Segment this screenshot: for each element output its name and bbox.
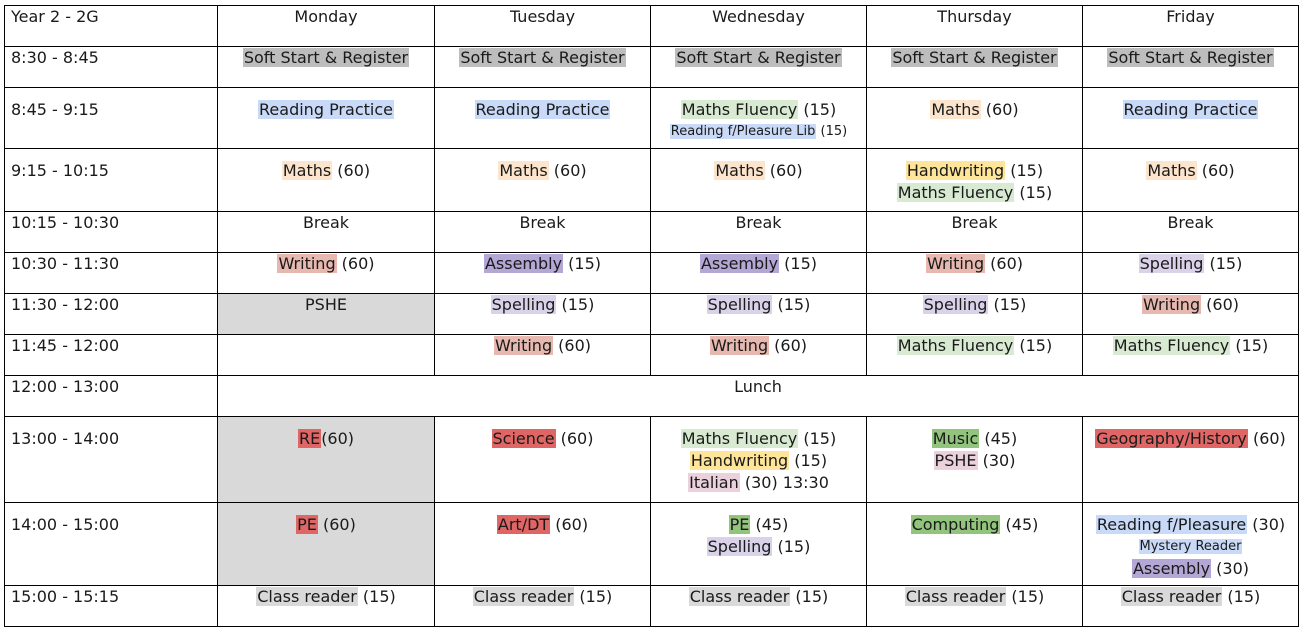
lesson-label: Assembly (700, 254, 779, 273)
lesson-duration: (30) (1211, 559, 1250, 578)
lesson-cell (651, 149, 867, 212)
lesson-duration: (15) (772, 295, 811, 314)
lesson-label: Maths (282, 161, 332, 180)
lesson-label: PE (729, 515, 750, 534)
lesson-cell (435, 88, 651, 149)
lesson-cell (218, 586, 435, 627)
lesson-label: Maths Fluency (1113, 336, 1230, 355)
lesson-label: Maths (715, 161, 764, 180)
lesson-label: Soft Start & Register (892, 48, 1057, 67)
lesson-duration: (15) (1006, 587, 1045, 606)
lesson-label: Italian (689, 473, 739, 492)
lesson-label: Maths (1147, 161, 1196, 180)
lesson-cell: Break (867, 212, 1083, 253)
lesson-cell (651, 88, 867, 149)
lesson-duration: (60) (1196, 161, 1235, 180)
lesson-label: Reading f/Pleasure Lib (670, 124, 816, 139)
time-slot: 10:15 - 10:30 (5, 212, 218, 253)
time-slot: 15:00 - 15:15 (5, 586, 218, 627)
day-tuesday: Tuesday (435, 6, 651, 47)
lesson-cell (218, 294, 435, 335)
lesson-label: PSHE (305, 295, 347, 314)
lesson-label: Maths Fluency (681, 100, 798, 119)
lesson-label: Writing (494, 336, 553, 355)
lesson-duration: (60) (769, 336, 808, 355)
lesson-duration: (15) (1014, 336, 1053, 355)
time-slot: 8:30 - 8:45 (5, 47, 218, 88)
lesson-duration: (60) (553, 336, 592, 355)
lesson-label: Class reader (257, 587, 357, 606)
lesson-cell (651, 294, 867, 335)
lesson-label: Class reader (689, 587, 790, 606)
lesson-label: Spelling (491, 295, 556, 314)
lesson-duration: (60) (321, 429, 355, 448)
lesson-duration: (30) 13:30 (739, 473, 829, 492)
lesson-cell (867, 294, 1083, 335)
day-friday: Friday (1083, 6, 1299, 47)
lesson-duration: (15) (1222, 587, 1261, 606)
lesson-label: Class reader (1121, 587, 1222, 606)
lesson-label: RE (298, 429, 321, 448)
lesson-cell (1083, 253, 1299, 294)
class-name: Year 2 - 2G (5, 6, 218, 47)
lesson-duration: (60) (548, 161, 587, 180)
time-slot (5, 88, 218, 149)
lesson-duration: (60) (550, 515, 589, 534)
lesson-label: Reading f/Pleasure (1096, 515, 1247, 534)
lesson-duration: (15) (779, 254, 818, 273)
lesson-duration: (60) (985, 254, 1024, 273)
time-slot: 12:00 - 13:00 (5, 376, 218, 417)
lesson-cell (867, 47, 1083, 88)
timetable (4, 5, 1299, 627)
lesson-cell (218, 335, 435, 376)
lesson-label: Handwriting (690, 451, 789, 470)
time-slot: 11:30 - 12:00 (5, 294, 218, 335)
lesson-label: Handwriting (906, 161, 1005, 180)
lesson-cell: Break (435, 212, 651, 253)
time-slot: 10:30 - 11:30 (5, 253, 218, 294)
lesson-duration: (15) (1230, 336, 1269, 355)
lesson-label: Writing (710, 336, 769, 355)
lesson-label: Geography/History (1096, 429, 1247, 448)
lesson-duration: (15) (798, 100, 837, 119)
time-label: 14:00 - 15:00 (11, 515, 120, 534)
lesson-cell (218, 503, 435, 586)
lesson-label: Maths Fluency (897, 183, 1014, 202)
lesson-label: Mystery Reader (1139, 539, 1242, 554)
lesson-cell (651, 47, 867, 88)
lesson-cell (651, 335, 867, 376)
lesson-cell (1083, 88, 1299, 149)
lesson-duration: (15) (563, 254, 602, 273)
lesson-cell (435, 586, 651, 627)
lesson-label: Maths (931, 100, 980, 119)
lesson-duration: (45) (1000, 515, 1039, 534)
lesson-cell (867, 503, 1083, 586)
lesson-label: Class reader (473, 587, 574, 606)
lesson-duration: (15) (1204, 254, 1243, 273)
lesson-label: Assembly (484, 254, 563, 273)
lesson-label: Maths Fluency (681, 429, 798, 448)
lesson-cell (651, 503, 867, 586)
lesson-label: Art/DT (497, 515, 550, 534)
lesson-cell (435, 47, 651, 88)
lunch-cell: Lunch (218, 376, 1299, 417)
lesson-cell (218, 88, 435, 149)
lesson-label: Writing (278, 254, 336, 273)
lesson-label: PE (297, 515, 317, 534)
lesson-duration: (15) (988, 295, 1027, 314)
lesson-label: Science (492, 429, 555, 448)
timetable-row (5, 149, 1299, 212)
lesson-label: Writing (926, 254, 985, 273)
lesson-cell: Break (218, 212, 435, 253)
lesson-duration: (15) (357, 587, 396, 606)
timetable-row (5, 335, 1299, 376)
lesson-duration: (60) (317, 515, 356, 534)
time-slot (5, 149, 218, 212)
lesson-duration: (30) (1247, 515, 1286, 534)
lesson-label: Reading Practice (475, 100, 610, 119)
lesson-cell (218, 253, 435, 294)
time-slot (5, 417, 218, 503)
day-thursday: Thursday (867, 6, 1083, 47)
lesson-duration: (60) (1201, 295, 1240, 314)
lesson-duration: (45) (750, 515, 789, 534)
lesson-label: Music (932, 429, 979, 448)
lesson-label: Soft Start & Register (1108, 48, 1273, 67)
lesson-label: Maths (499, 161, 548, 180)
lesson-cell (867, 149, 1083, 212)
timetable-row (5, 376, 1299, 417)
lesson-duration: (60) (764, 161, 803, 180)
timetable-row (5, 586, 1299, 627)
lesson-duration: (60) (980, 100, 1019, 119)
lesson-duration: (15) (1014, 183, 1053, 202)
lesson-duration: (60) (332, 161, 371, 180)
lesson-cell (867, 253, 1083, 294)
lesson-duration: (60) (1247, 429, 1286, 448)
lesson-cell (435, 253, 651, 294)
lesson-cell (1083, 335, 1299, 376)
lesson-label: Reading Practice (259, 100, 393, 119)
time-slot: 11:45 - 12:00 (5, 335, 218, 376)
lesson-cell (435, 294, 651, 335)
lesson-label: Soft Start & Register (243, 48, 409, 67)
timetable-row (5, 212, 1299, 253)
lesson-cell (1083, 149, 1299, 212)
lesson-duration: (15) (1005, 161, 1044, 180)
time-label: 13:00 - 14:00 (11, 429, 120, 448)
lesson-cell: Break (651, 212, 867, 253)
lesson-duration: (15) (789, 451, 828, 470)
lesson-label: Assembly (1132, 559, 1211, 578)
lesson-label: Maths Fluency (897, 336, 1014, 355)
lesson-cell (867, 586, 1083, 627)
lesson-cell (435, 335, 651, 376)
lesson-cell (435, 417, 651, 503)
lesson-cell (651, 586, 867, 627)
lesson-cell (435, 503, 651, 586)
lesson-cell (218, 417, 435, 503)
lesson-cell (1083, 417, 1299, 503)
time-label: 8:45 - 9:15 (11, 100, 99, 119)
lesson-cell (1083, 586, 1299, 627)
lesson-cell: Break (1083, 212, 1299, 253)
lesson-duration: (15) (798, 429, 837, 448)
lesson-duration: (45) (979, 429, 1018, 448)
lesson-duration: (15) (816, 124, 848, 139)
timetable-row (5, 417, 1299, 503)
lesson-label: Writing (1142, 295, 1201, 314)
timetable-row (5, 503, 1299, 586)
day-monday: Monday (218, 6, 435, 47)
lesson-label: Computing (911, 515, 1000, 534)
lesson-cell (435, 149, 651, 212)
lesson-cell (218, 47, 435, 88)
lesson-label: Soft Start & Register (676, 48, 841, 67)
time-slot (5, 503, 218, 586)
lesson-duration: (15) (556, 295, 595, 314)
lesson-cell (651, 253, 867, 294)
header-row (5, 6, 1299, 47)
time-label: 9:15 - 10:15 (11, 161, 109, 180)
lesson-duration: (15) (790, 587, 829, 606)
lesson-duration: (15) (772, 537, 811, 556)
day-wednesday: Wednesday (651, 6, 867, 47)
timetable-row (5, 88, 1299, 149)
lesson-cell (1083, 47, 1299, 88)
lesson-duration: (60) (336, 254, 375, 273)
timetable-row (5, 253, 1299, 294)
timetable-row (5, 294, 1299, 335)
lesson-cell (867, 88, 1083, 149)
lesson-duration: (15) (574, 587, 613, 606)
lesson-cell (867, 417, 1083, 503)
lesson-cell (218, 149, 435, 212)
lesson-cell (1083, 294, 1299, 335)
lesson-label: Spelling (707, 537, 772, 556)
lesson-label: Reading Practice (1123, 100, 1258, 119)
lesson-label: Spelling (1139, 254, 1204, 273)
lesson-label: Spelling (707, 295, 772, 314)
lesson-label: Soft Start & Register (460, 48, 625, 67)
lesson-duration: (60) (555, 429, 594, 448)
lesson-label: Class reader (905, 587, 1006, 606)
lesson-cell (867, 335, 1083, 376)
lesson-cell (1083, 503, 1299, 586)
lesson-cell (651, 417, 867, 503)
timetable-row (5, 47, 1299, 88)
lesson-duration: (30) (977, 451, 1016, 470)
lesson-label: PSHE (934, 451, 977, 470)
lesson-label: Spelling (923, 295, 988, 314)
